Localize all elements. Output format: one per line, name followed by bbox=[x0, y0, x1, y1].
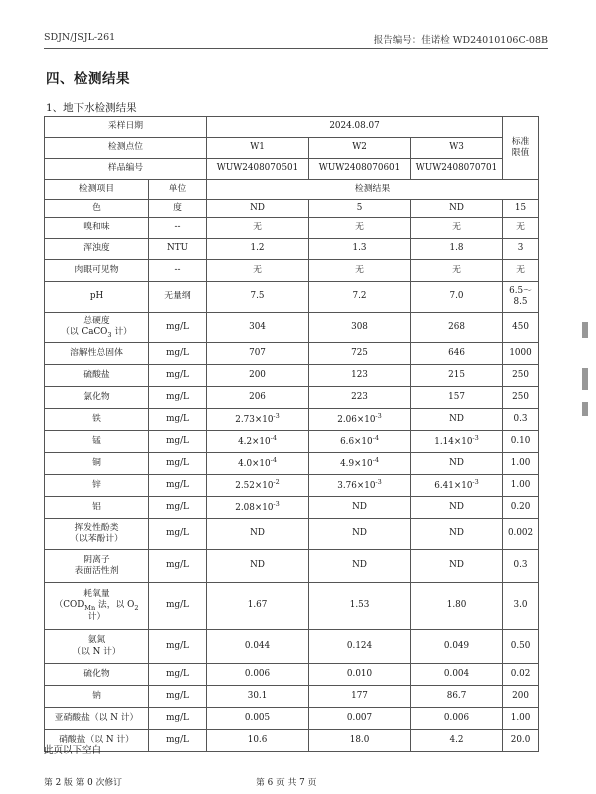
point-w3: W3 bbox=[411, 138, 503, 159]
table-row: 氨氮 （以 N 计） mg/L 0.044 0.124 0.049 0.50 bbox=[45, 630, 539, 664]
table-row: 嗅和味 -- 无 无 无 无 bbox=[45, 218, 539, 239]
sample-no-label: 样品编号 bbox=[45, 159, 207, 180]
unit-label: 单位 bbox=[149, 180, 207, 200]
table-row bbox=[45, 138, 539, 159]
document-code: SDJN/JSJL-261 bbox=[44, 32, 116, 43]
point-label: 检测点位 bbox=[45, 138, 207, 159]
revision-info: 第 2 版 第 0 次修订 bbox=[44, 778, 122, 788]
sample-no-w3: WUW2408070701 bbox=[411, 159, 503, 180]
scan-edge-mark bbox=[582, 322, 588, 338]
table-row: 铝 mg/L $2.08\times 10^{-3}$ ND ND 0.20 bbox=[45, 497, 539, 519]
table-row: 耗氧量 （$COD_{Mn}$ 法，以 $O_2$ 计） mg/L 1.67 1.53 1.80 3.0 bbox=[45, 583, 539, 630]
sample-no-w2: WUW2408070601 bbox=[309, 159, 411, 180]
report-number: 报告编号：佳诺检 WD24010106C-08B bbox=[373, 35, 548, 46]
table-row: 肉眼可见物 -- 无 无 无 无 bbox=[45, 260, 539, 282]
table-row: 硫酸盐 mg/L 200 123 215 250 bbox=[45, 365, 539, 387]
table-row bbox=[45, 180, 539, 200]
table-row: 挥发性酚类 （以苯酚计） mg/L ND ND ND 0.002 bbox=[45, 519, 539, 550]
sampling-date: 2024.08.07 bbox=[207, 117, 503, 138]
table-row: 硫化物 mg/L 0.006 0.010 0.004 0.02 bbox=[45, 664, 539, 686]
table-row: 锰 mg/L $4.2\times 10^{-4}$ $6.6\times 10^{-4}$ $1.14\times 10^{-3}$ 0.10 bbox=[45, 431, 539, 453]
item-label: 检测项目 bbox=[45, 180, 149, 200]
table-row: 钠 mg/L 30.1 177 86.7 200 bbox=[45, 686, 539, 708]
groundwater-results-table bbox=[44, 116, 539, 752]
sampling-date-label: 采样日期 bbox=[45, 117, 207, 138]
result-label: 检测结果 bbox=[207, 180, 539, 200]
standard-limit-header: 标准 限值 bbox=[503, 117, 539, 180]
table-row: 浑浊度 NTU 1.2 1.3 1.8 3 bbox=[45, 239, 539, 260]
sample-no-w1: WUW2408070501 bbox=[207, 159, 309, 180]
page-header bbox=[44, 26, 548, 49]
table-row: 铁 mg/L $2.73\times 10^{-3}$ $2.06\times 10^{-3}$ ND 0.3 bbox=[45, 409, 539, 431]
page-number: 第 6 页 共 7 页 bbox=[256, 778, 317, 788]
table-row: 总硬度 （以 CaCO$_3$ 计） mg/L 304 308 268 450 bbox=[45, 313, 539, 343]
section-title: 四、检测结果 bbox=[46, 71, 130, 87]
scan-edge-mark bbox=[582, 368, 588, 390]
point-w1: W1 bbox=[207, 138, 309, 159]
table-row: pH 无量纲 7.5 7.2 7.0 6.5～ 8.5 bbox=[45, 282, 539, 313]
table-row: 色 度 ND 5 ND 15 bbox=[45, 200, 539, 218]
scan-edge-mark bbox=[582, 402, 588, 416]
blank-below-note: 此页以下空白 bbox=[44, 745, 102, 756]
table-row: 溶解性总固体 mg/L 707 725 646 1000 bbox=[45, 343, 539, 365]
table-row: 锌 mg/L $2.52\times 10^{-2}$ $3.76\times 10^{-3}$ $6.41\times 10^{-3}$ 1.00 bbox=[45, 475, 539, 497]
table-row: 阴离子 表面活性剂 mg/L ND ND ND 0.3 bbox=[45, 550, 539, 583]
table-row bbox=[45, 159, 539, 180]
point-w2: W2 bbox=[309, 138, 411, 159]
table-row: 氯化物 mg/L 206 223 157 250 bbox=[45, 387, 539, 409]
table-row bbox=[45, 117, 539, 138]
table-row: 硝酸盐（以 N 计） mg/L 10.6 18.0 4.2 20.0 bbox=[45, 730, 539, 752]
table-row: 亚硝酸盐（以 N 计） mg/L 0.005 0.007 0.006 1.00 bbox=[45, 708, 539, 730]
subsection-title: 1、地下水检测结果 bbox=[46, 102, 137, 114]
table-row: 铜 mg/L $4.0\times 10^{-4}$ $4.9\times 10^{-4}$ ND 1.00 bbox=[45, 453, 539, 475]
